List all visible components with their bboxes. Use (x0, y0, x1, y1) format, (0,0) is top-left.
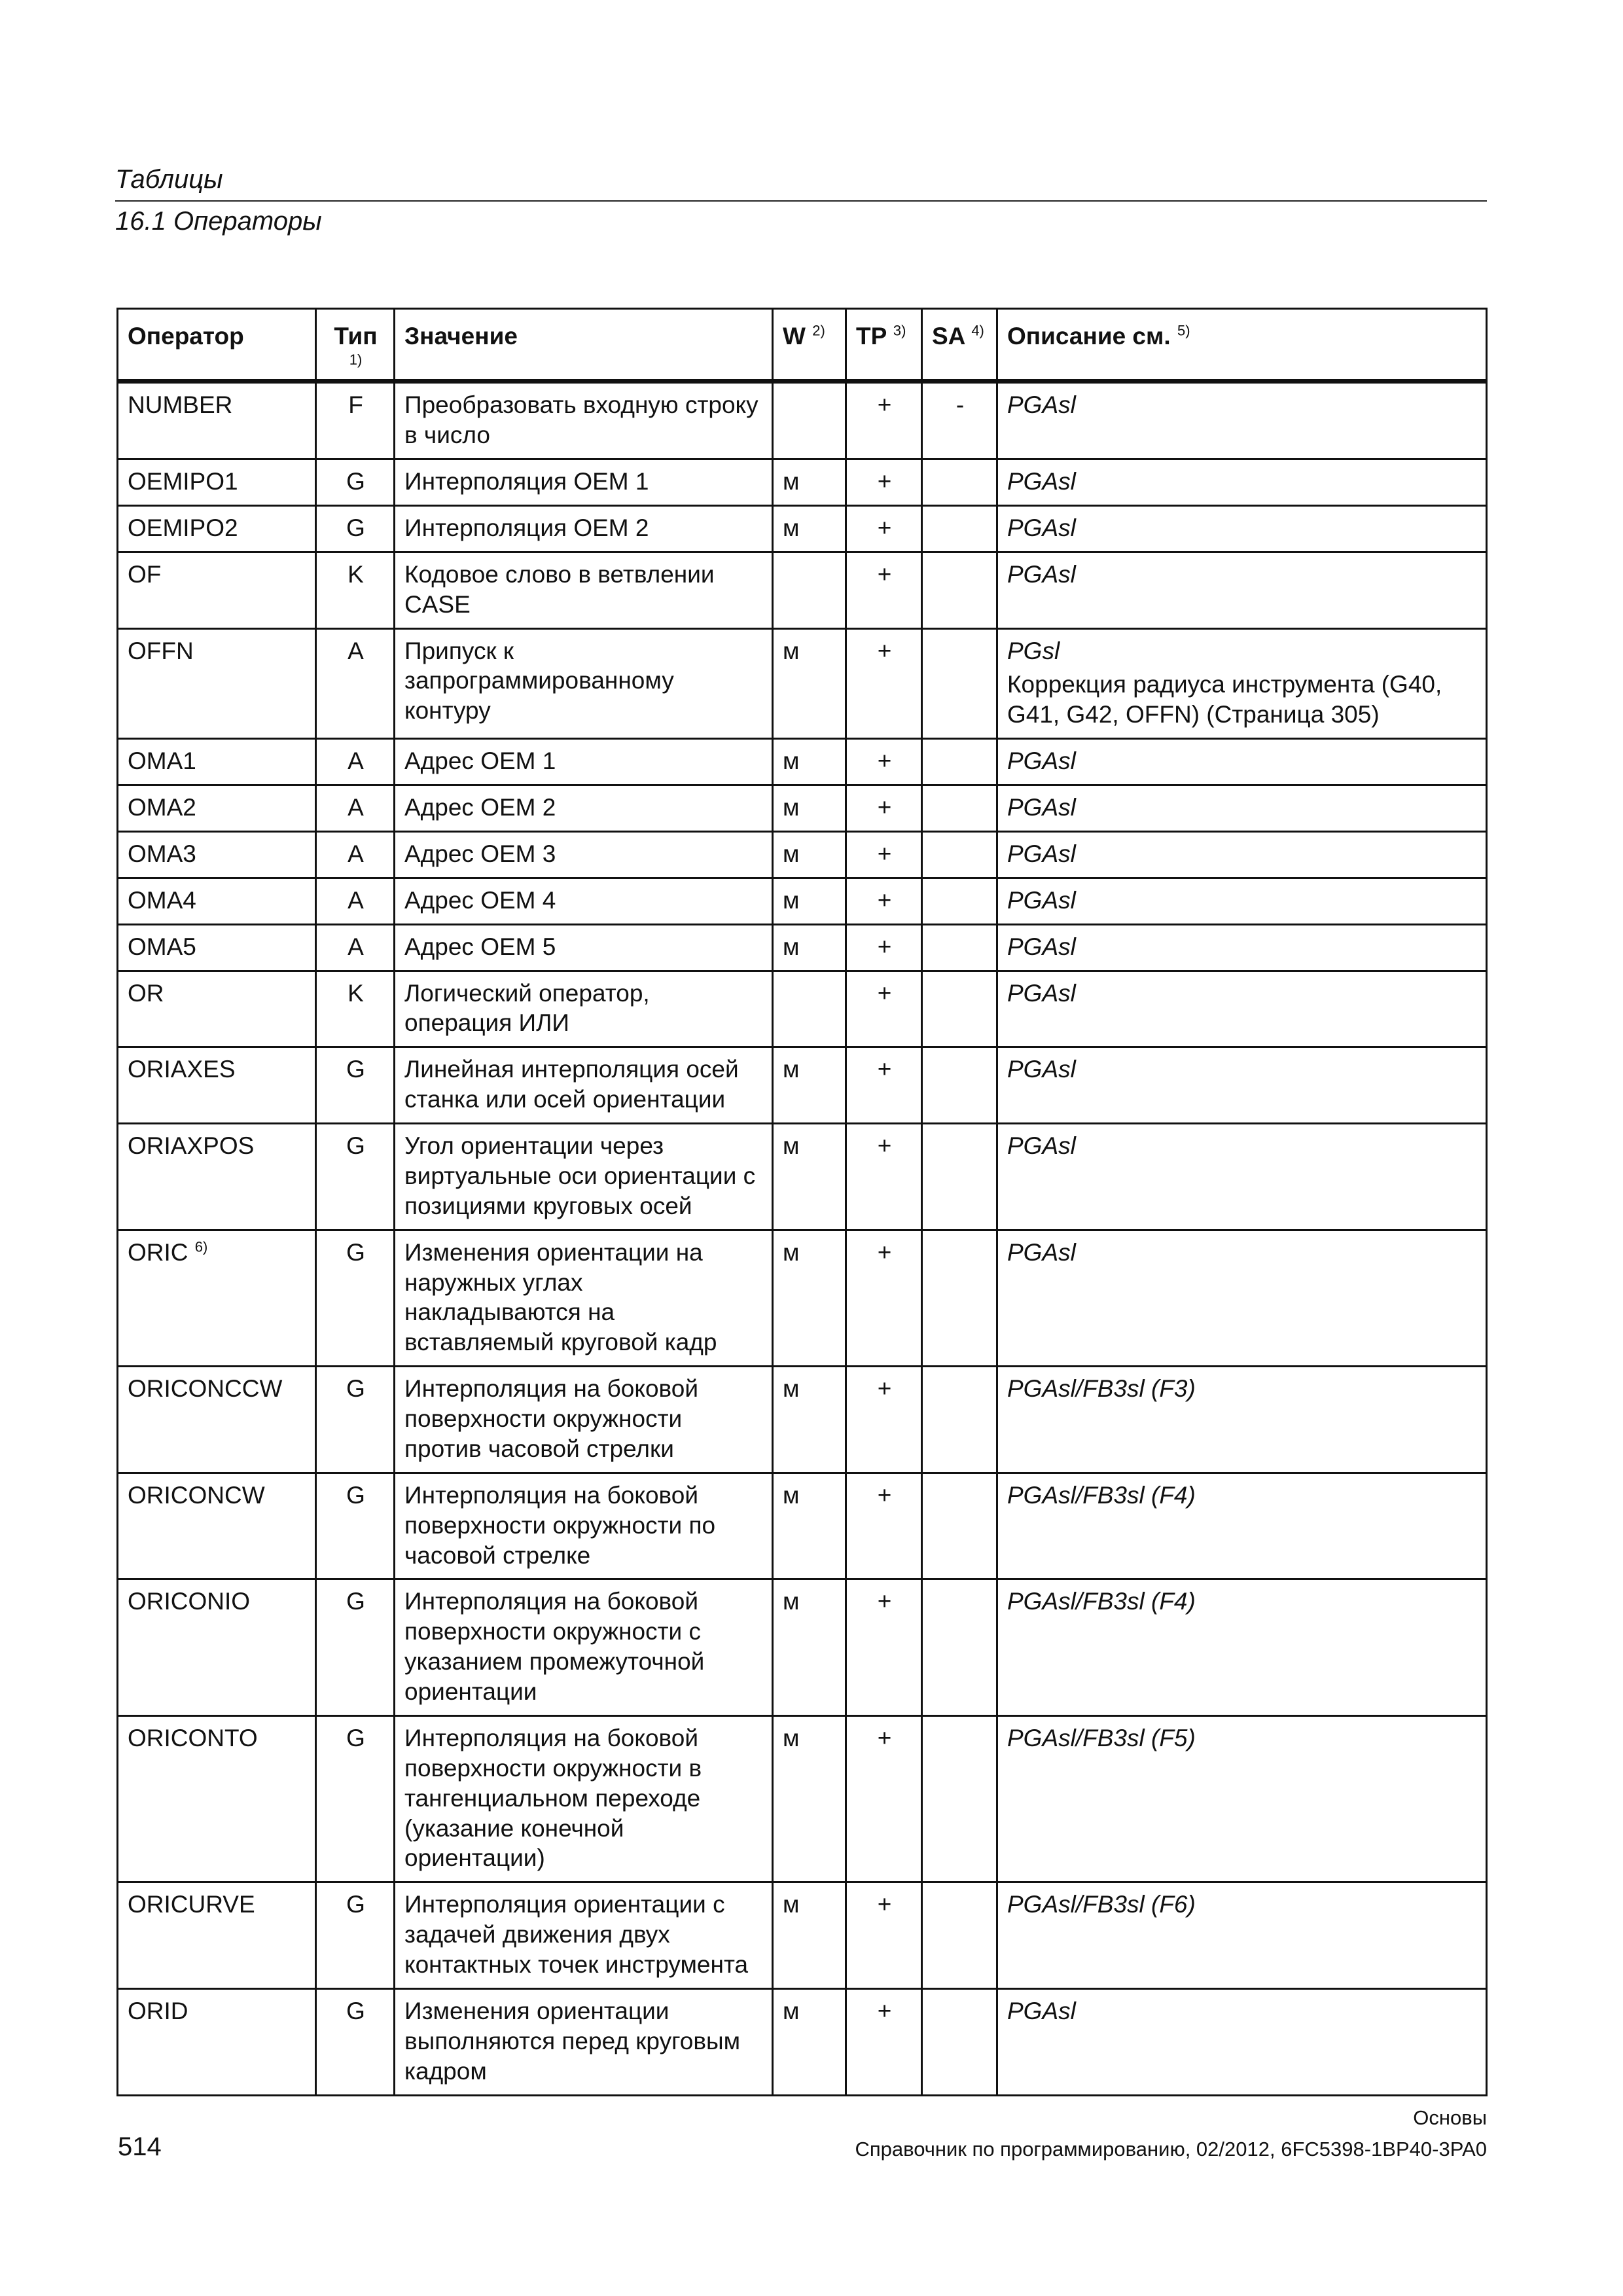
cell-w: м (773, 1230, 846, 1367)
table-row (118, 1715, 1487, 1882)
cell-tp: + (846, 552, 922, 628)
cell-meaning: Интерполяция ориентации с задачей движения двух контактных точек инструмента (395, 1882, 773, 1989)
cell-type: G (316, 1367, 395, 1473)
cell-tp: + (846, 1473, 922, 1579)
cell-type: G (316, 1047, 395, 1124)
cell-meaning: Изменения ориентации на наружных углах накладываются на вставляемый круговой кадр (395, 1230, 773, 1367)
cell-operator: OMA2 (118, 785, 316, 832)
cell-w (773, 552, 846, 628)
cell-description (997, 459, 1487, 506)
cell-w: м (773, 1124, 846, 1230)
cell-type: G (316, 1988, 395, 2095)
table-row (118, 459, 1487, 506)
table-row (118, 878, 1487, 924)
cell-operator: OFFN (118, 628, 316, 739)
table-row (118, 382, 1487, 459)
table-row (118, 1047, 1487, 1124)
header-rule (115, 200, 1487, 202)
col-type: Тип 1) (316, 309, 395, 382)
cell-w: м (773, 1473, 846, 1579)
footer-book-title: Основы (1413, 2106, 1487, 2129)
reference-link: PGAsl/FB3sl (F4) (1007, 1588, 1196, 1615)
cell-description (997, 739, 1487, 785)
cell-w: м (773, 1882, 846, 1989)
cell-tp: + (846, 628, 922, 739)
col-desc-footnote: 5) (1177, 322, 1190, 339)
table-row (118, 628, 1487, 739)
cell-sa (922, 1579, 997, 1716)
table-row (118, 1473, 1487, 1579)
cell-type: G (316, 1882, 395, 1989)
cell-tp: + (846, 505, 922, 552)
cell-meaning: Интерполяция на боковой поверхности окружности в тангенциальном переходе (указание конечной ориентации) (395, 1715, 773, 1882)
cell-tp: + (846, 1715, 922, 1882)
cell-tp: + (846, 739, 922, 785)
cell-description (997, 1367, 1487, 1473)
cell-description (997, 1715, 1487, 1882)
cell-tp: + (846, 785, 922, 832)
cell-sa (922, 552, 997, 628)
cell-type: A (316, 785, 395, 832)
section-title: 16.1 Операторы (115, 207, 322, 236)
reference-link: PGAsl (1007, 468, 1076, 495)
cell-w (773, 382, 846, 459)
cell-meaning: Линейная интерполяция осей станка или осей ориентации (395, 1047, 773, 1124)
cell-meaning: Интерполяция OEM 2 (395, 505, 773, 552)
cell-operator: ORICURVE (118, 1882, 316, 1989)
cell-operator: ORICONTO (118, 1715, 316, 1882)
cell-type: G (316, 459, 395, 506)
cell-meaning: Угол ориентации через виртуальные оси ориентации с позициями круговых осей (395, 1124, 773, 1230)
cell-meaning: Адрес OEM 3 (395, 831, 773, 878)
cell-meaning: Интерполяция на боковой поверхности окружности с указанием промежуточной ориентации (395, 1579, 773, 1716)
cell-sa (922, 971, 997, 1047)
reference-link: PGAsl (1007, 1056, 1076, 1083)
table-row (118, 971, 1487, 1047)
cell-meaning: Интерполяция OEM 1 (395, 459, 773, 506)
cell-meaning: Изменения ориентации выполняются перед круговым кадром (395, 1988, 773, 2095)
reference-link: PGAsl/FB3sl (F3) (1007, 1375, 1196, 1403)
cell-sa (922, 1047, 997, 1124)
cell-tp: + (846, 1882, 922, 1989)
cell-type: K (316, 971, 395, 1047)
cell-operator: OMA1 (118, 739, 316, 785)
cell-sa (922, 1124, 997, 1230)
cell-w: м (773, 628, 846, 739)
cell-w: м (773, 1988, 846, 2095)
table-row (118, 1882, 1487, 1989)
cell-tp: + (846, 1047, 922, 1124)
reference-link: PGAsl (1007, 747, 1076, 775)
reference-link: PGAsl (1007, 391, 1076, 419)
cell-description (997, 505, 1487, 552)
cell-meaning: Адрес OEM 1 (395, 739, 773, 785)
cell-operator: NUMBER (118, 382, 316, 459)
cell-type: G (316, 1230, 395, 1367)
footer-book-info: Справочник по программированию, 02/2012, 6FC5398-1BP40-3PA0 (855, 2138, 1487, 2161)
cell-sa (922, 505, 997, 552)
cell-type: F (316, 382, 395, 459)
table-row (118, 552, 1487, 628)
cell-description (997, 1230, 1487, 1367)
cell-meaning: Преобразовать входную строку в число (395, 382, 773, 459)
reference-link: PGAsl (1007, 514, 1076, 541)
cell-sa (922, 739, 997, 785)
cell-w: м (773, 1047, 846, 1124)
cell-operator: OEMIPO1 (118, 459, 316, 506)
cell-sa (922, 1367, 997, 1473)
table-row (118, 1579, 1487, 1716)
cell-w: м (773, 739, 846, 785)
cell-description (997, 1882, 1487, 1989)
cell-description (997, 831, 1487, 878)
cell-w: м (773, 831, 846, 878)
cell-description (997, 878, 1487, 924)
cell-sa (922, 831, 997, 878)
cell-description (997, 1579, 1487, 1716)
reference-link: PGAsl (1007, 1132, 1076, 1160)
cell-type: G (316, 1579, 395, 1716)
cell-operator: ORICONIO (118, 1579, 316, 1716)
reference-link: PGsl (1007, 637, 1060, 664)
reference-link: PGAsl (1007, 840, 1076, 867)
cell-type: A (316, 739, 395, 785)
cell-tp: + (846, 831, 922, 878)
col-operator: Оператор (118, 309, 316, 382)
col-description: Описание см. $^{5)}$ (997, 309, 1487, 382)
cell-w: м (773, 924, 846, 971)
cell-w: м (773, 878, 846, 924)
reference-link: PGAsl (1007, 933, 1076, 960)
cell-description (997, 785, 1487, 832)
cell-sa (922, 878, 997, 924)
cell-tp: + (846, 1579, 922, 1716)
cell-sa (922, 1882, 997, 1989)
cell-operator: ORID (118, 1988, 316, 2095)
cell-description (997, 382, 1487, 459)
cell-type: G (316, 1473, 395, 1579)
cell-w: м (773, 505, 846, 552)
cell-w: м (773, 459, 846, 506)
col-tp: TP $^{3)}$ (846, 309, 922, 382)
table-row (118, 505, 1487, 552)
reference-link: PGAsl/FB3sl (F4) (1007, 1481, 1196, 1509)
operator-footnote: 6) (194, 1238, 208, 1255)
cell-operator: ORICONCCW (118, 1367, 316, 1473)
table-row (118, 785, 1487, 832)
cell-tp: + (846, 459, 922, 506)
reference-link: PGAsl (1007, 886, 1076, 914)
cell-sa (922, 459, 997, 506)
table-row (118, 739, 1487, 785)
cell-tp: + (846, 382, 922, 459)
cell-tp: + (846, 1988, 922, 2095)
cell-type: G (316, 1124, 395, 1230)
cell-type: A (316, 924, 395, 971)
cell-meaning: Интерполяция на боковой поверхности окружности против часовой стрелки (395, 1367, 773, 1473)
col-type-footnote: 1) (349, 351, 363, 368)
table-row (118, 1367, 1487, 1473)
cell-operator: ORIC $^{6)}$ (118, 1230, 316, 1367)
cell-operator: OMA3 (118, 831, 316, 878)
cell-tp: + (846, 1367, 922, 1473)
cell-type: G (316, 505, 395, 552)
cell-description (997, 924, 1487, 971)
cell-sa (922, 1230, 997, 1367)
cell-sa (922, 1715, 997, 1882)
cell-description (997, 628, 1487, 739)
cell-meaning: Адрес OEM 2 (395, 785, 773, 832)
reference-link: PGAsl (1007, 560, 1076, 588)
reference-link: PGAsl (1007, 979, 1076, 1007)
cell-sa (922, 1473, 997, 1579)
cell-w: м (773, 785, 846, 832)
table-row (118, 1988, 1487, 2095)
reference-detail: Коррекция радиуса инструмента (G40, G41, G42, OFFN) (Страница 305) (1007, 671, 1442, 728)
cell-type: G (316, 1715, 395, 1882)
cell-tp: + (846, 924, 922, 971)
cell-sa (922, 785, 997, 832)
table-row (118, 924, 1487, 971)
reference-link: PGAsl/FB3sl (F5) (1007, 1724, 1196, 1751)
cell-w: м (773, 1715, 846, 1882)
reference-link: PGAsl (1007, 1238, 1076, 1266)
col-meaning: Значение (395, 309, 773, 382)
table-row (118, 831, 1487, 878)
cell-type: A (316, 878, 395, 924)
cell-operator: ORIAXPOS (118, 1124, 316, 1230)
col-w: W $^{2)}$ (773, 309, 846, 382)
reference-link: PGAsl (1007, 794, 1076, 821)
cell-meaning: Логический оператор, операция ИЛИ (395, 971, 773, 1047)
cell-operator: OF (118, 552, 316, 628)
cell-description (997, 1988, 1487, 2095)
cell-description (997, 1473, 1487, 1579)
cell-description (997, 1124, 1487, 1230)
cell-description (997, 552, 1487, 628)
operators-table (116, 308, 1488, 2096)
cell-meaning: Адрес OEM 4 (395, 878, 773, 924)
col-sa: SA $^{4)}$ (922, 309, 997, 382)
cell-description (997, 971, 1487, 1047)
cell-operator: ORICONCW (118, 1473, 316, 1579)
table-row (118, 1230, 1487, 1367)
cell-sa: - (922, 382, 997, 459)
cell-type: A (316, 831, 395, 878)
cell-tp: + (846, 878, 922, 924)
cell-operator: OEMIPO2 (118, 505, 316, 552)
cell-w: м (773, 1579, 846, 1716)
reference-link: PGAsl (1007, 1997, 1076, 2024)
cell-meaning: Кодовое слово в ветвлении CASE (395, 552, 773, 628)
page-number: 514 (118, 2132, 162, 2161)
cell-type: A (316, 628, 395, 739)
col-tp-footnote: 3) (893, 322, 906, 339)
chapter-title: Таблицы (115, 165, 223, 194)
cell-sa (922, 1988, 997, 2095)
cell-operator: OR (118, 971, 316, 1047)
table-row (118, 1124, 1487, 1230)
cell-sa (922, 924, 997, 971)
cell-sa (922, 628, 997, 739)
cell-meaning: Припуск к запрограммированному контуру (395, 628, 773, 739)
reference-link: PGAsl/FB3sl (F6) (1007, 1891, 1196, 1918)
cell-tp: + (846, 1124, 922, 1230)
col-sa-footnote: 4) (971, 322, 984, 339)
cell-type: K (316, 552, 395, 628)
cell-description (997, 1047, 1487, 1124)
cell-meaning: Интерполяция на боковой поверхности окружности по часовой стрелке (395, 1473, 773, 1579)
cell-tp: + (846, 971, 922, 1047)
cell-tp: + (846, 1230, 922, 1367)
col-w-footnote: 2) (812, 322, 825, 339)
cell-operator: OMA4 (118, 878, 316, 924)
cell-w: м (773, 1367, 846, 1473)
cell-operator: OMA5 (118, 924, 316, 971)
cell-meaning: Адрес OEM 5 (395, 924, 773, 971)
cell-w (773, 971, 846, 1047)
table-header-row (118, 309, 1487, 382)
cell-operator: ORIAXES (118, 1047, 316, 1124)
